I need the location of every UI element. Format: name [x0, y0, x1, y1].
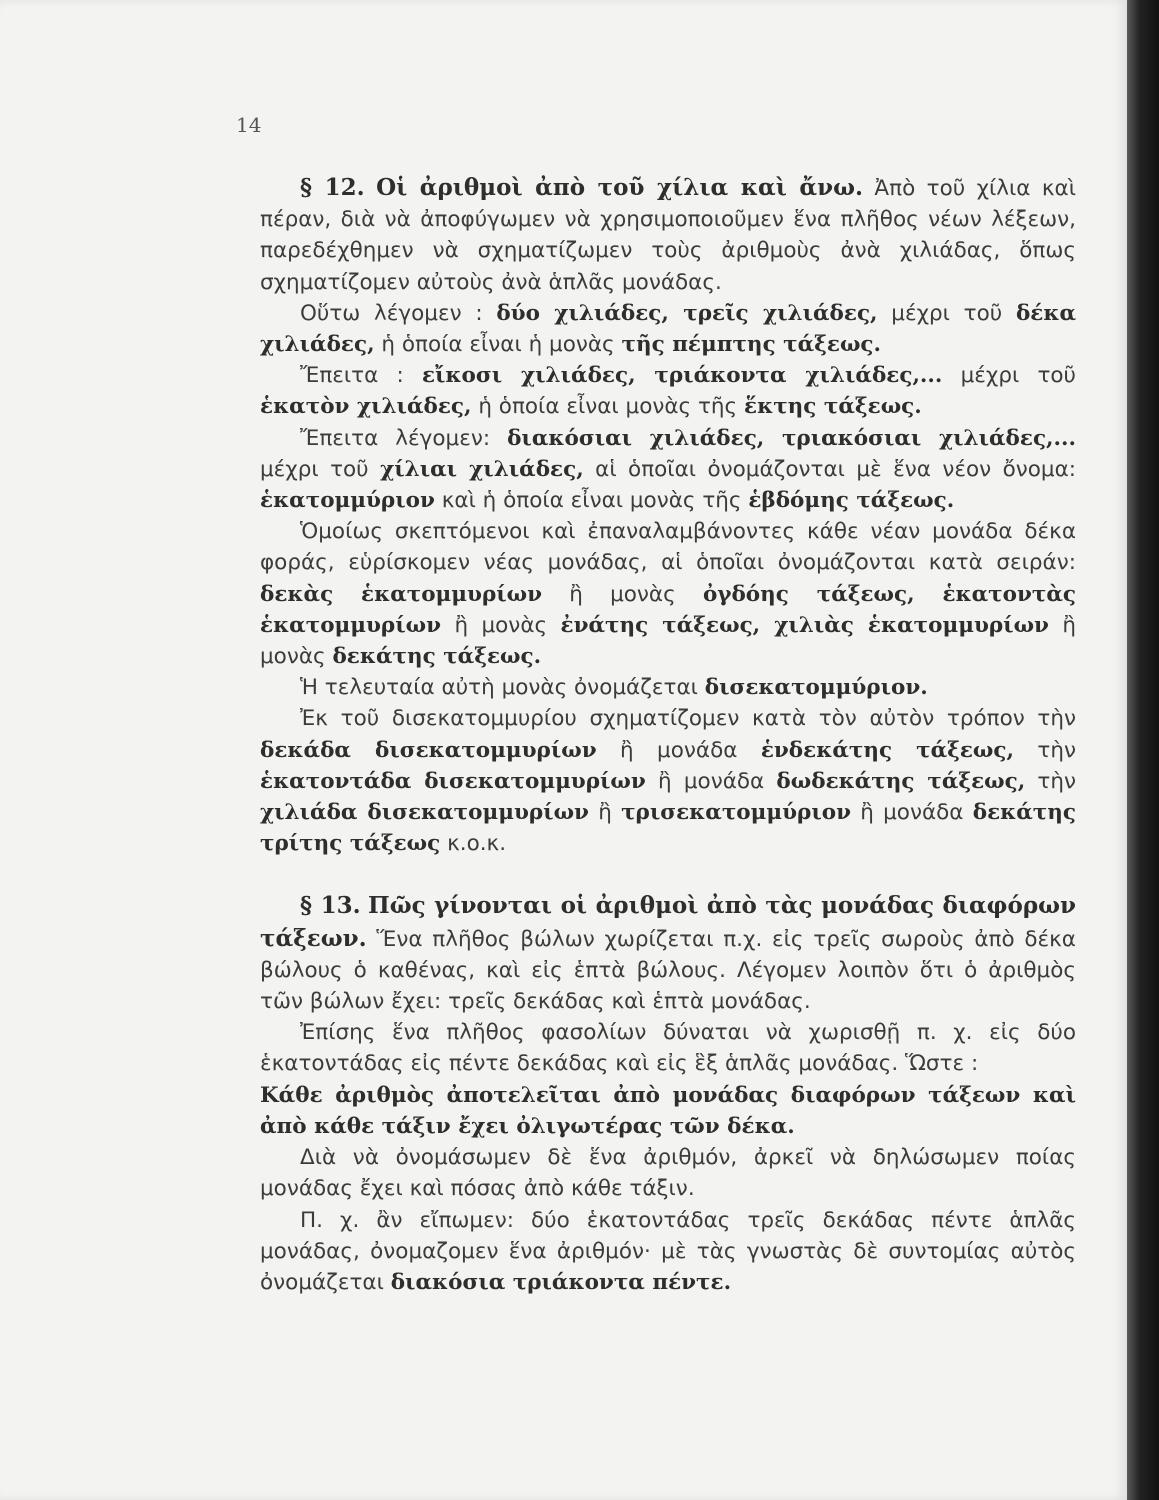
- text-run: Ἔπειτα λέγομεν:: [300, 425, 508, 451]
- bold-term: ἑκατομμύριον: [260, 488, 435, 514]
- bold-term: εἴκοσι χιλιάδες, τριάκοντα χιλιάδες,...: [421, 363, 943, 389]
- bold-term: δισεκατομμύριον.: [704, 675, 928, 701]
- section-12-intro: Ἀπὸ τοῦ χίλια καὶ πέραν, διὰ νὰ ἀποφύγωμεν νὰ χρησιμοποιοῦμεν ἕνα πλῆθος νέων λέξεων, παρεδέχθημεν νὰ σχηματίζωμεν τοὺς ἀριθμοὺς ἀνὰ χιλιάδας, ὅπως σχηματίζομεν αὐτοὺς ἀνὰ ἁπλᾶς μονάδας.: [260, 176, 1076, 295]
- bold-term: ὀγδόης τάξεως, ἑκατοντὰς ἑκατομμυρίων: [260, 581, 1077, 638]
- text-run: μέχρι τοῦ: [877, 300, 1016, 326]
- bold-term: ἕκτης τάξεως.: [744, 394, 922, 420]
- text-run: τὴν: [1025, 768, 1077, 794]
- section-13-intro: Ἕνα πλῆθος βώλων χωρίζεται π.χ. εἰς τρεῖς σωροὺς ἀπὸ δέκα βώλους ὁ καθένας, καὶ εἰς ἑπτὰ βώλους. Λέγομεν λοιπὸν ὅτι ὁ ἀριθμὸς τῶν βώλων ἔχει: τρεῖς δεκάδας καὶ ἑπτὰ μονάδας.: [260, 926, 1076, 1015]
- section-12-paragraph-5: [260, 516, 1076, 672]
- bold-term: δεκάτης τρίτης τάξεως: [260, 800, 1076, 857]
- bold-term: τῆς πέμπτης τάξεως.: [621, 332, 882, 358]
- page-text: [260, 172, 1076, 1298]
- text-run: ἢ: [588, 800, 622, 826]
- bold-rule: Κάθε ἀριθμὸς ἀποτελεῖται ἀπὸ μονάδας διαφόρων τάξεων καὶ ἀπὸ κάθε τάξιν ἔχει ὀλιγωτέρας τῶν δέκα.: [260, 1082, 1076, 1139]
- bold-term: ἑβδόμης τάξεως.: [748, 488, 955, 514]
- section-12-title: Οἱ ἀριθμοὶ ἀπὸ τοῦ χίλια καὶ ἄνω.: [376, 174, 863, 201]
- bold-term: δέκα χιλιάδες,: [260, 300, 1077, 358]
- text-run: ἢ μονάδα: [645, 768, 777, 794]
- text-run: ἢ μονὰς: [542, 581, 703, 607]
- text-run: μέχρι τοῦ: [942, 363, 1076, 389]
- section-12-number: § 12.: [300, 174, 365, 201]
- bold-term: δεκάδα δισεκατομμυρίων: [260, 737, 597, 763]
- bold-term: δύο χιλιάδες, τρεῖς χιλιάδες,: [496, 300, 878, 326]
- bold-term: δωδεκάτης τάξεως,: [776, 768, 1026, 794]
- bold-term: δεκάτης τάξεως.: [332, 644, 542, 670]
- bold-term: διακόσιαι χιλιάδες, τριακόσιαι χιλιάδες,...: [507, 425, 1076, 451]
- section-13-paragraph-2: Ἐπίσης ἕνα πλῆθος φασολίων δύναται νὰ χωρισθῇ π. χ. εἰς δύο ἑκατοντάδας εἰς πέντε δεκάδας καὶ εἰς ἓξ ἁπλᾶς μονάδας. Ὥστε :: [260, 1020, 1076, 1077]
- bold-term: ἑκατοντάδα δισεκατομμυρίων: [260, 768, 646, 794]
- text-run: Ἔπειτα :: [300, 363, 422, 389]
- text-run: Ἡ τελευταία αὐτὴ μονὰς ὀνομάζεται: [300, 675, 705, 701]
- bold-term: ἐνάτης τάξεως, χιλιὰς ἑκατομμυρίων: [560, 612, 1049, 638]
- section-13-number: § 13.: [300, 892, 361, 920]
- text-run: μέχρι τοῦ: [260, 456, 381, 482]
- section-13-paragraph-3: Διὰ νὰ ὀνομάσωμεν δὲ ἕνα ἀριθμόν, ἀρκεῖ νὰ δηλώσωμεν ποίας μονάδας ἔχει καὶ πόσας ἀπὸ κάθε τάξιν.: [260, 1145, 1076, 1202]
- section-12-paragraph-7: [260, 703, 1076, 859]
- text-run: αἱ ὁποῖαι ὀνομάζονται μὲ ἕνα νέον ὄνομα:: [583, 456, 1076, 482]
- text-run: ἡ ὁποία εἶναι ἡ μονὰς: [374, 332, 622, 358]
- section-12-paragraph-6: [260, 672, 1076, 703]
- section-12-paragraph-2: [260, 298, 1076, 360]
- text-run: ἢ μονάδα: [851, 800, 973, 826]
- text-run: Π. χ. ἂν εἴπωμεν: δύο ἑκατοντάδας τρεῖς δεκάδας πέντε ἁπλᾶς μονάδας, ὀνομαζομεν ἕνα ἀριθμόν· μὲ τὰς γνωστὰς δὲ συντομίας αὐτὸς ὀνομάζεται: [260, 1207, 1076, 1295]
- section-12-paragraph-3: [260, 360, 1076, 422]
- page-number: 14: [236, 113, 262, 137]
- text-run: καὶ ἡ ὁποία εἶναι μονὰς τῆς: [434, 488, 749, 514]
- bold-term: τρισεκατομμύριον: [621, 800, 852, 826]
- text-run: ἢ μονὰς: [441, 612, 561, 638]
- section-13-paragraph-1: [260, 890, 1076, 1017]
- bold-term: χιλιάδα δισεκατομμυρίων: [260, 800, 589, 826]
- section-13-paragraph-4: [260, 1205, 1076, 1299]
- book-spine: [1127, 0, 1159, 1500]
- text-run: ἡ ὁποία εἶναι μονὰς τῆς: [471, 394, 745, 420]
- text-run: Οὕτω λέγομεν :: [300, 300, 497, 326]
- section-12-paragraph-1: [260, 172, 1076, 298]
- section-13-title: Πῶς γίνονται οἱ ἀριθμοὶ ἀπὸ τὰς μονάδας διαφόρων τάξεων.: [260, 892, 1076, 952]
- bold-term: ἑκατὸν χιλιάδες,: [260, 394, 472, 420]
- section-12-paragraph-4: [260, 423, 1076, 517]
- text-run: ἢ μονάδα: [596, 737, 761, 763]
- text-run: Ὁμοίως σκεπτόμενοι καὶ ἐπαναλαμβάνοντες κάθε νέαν μονάδα δέκα φοράς, εὑρίσκομεν νέας μονάδας, αἱ ὁποῖαι ὀνομάζονται κατὰ σειράν:: [260, 519, 1076, 576]
- bold-term: χίλιαι χιλιάδες,: [380, 456, 584, 482]
- bold-term: δεκὰς ἑκατομμυρίων: [260, 581, 543, 607]
- bold-term: ἑνδεκάτης τάξεως,: [760, 737, 1014, 763]
- text-run: τὴν: [1013, 737, 1076, 763]
- text-run: κ.ο.κ.: [440, 831, 507, 857]
- section-13-rule: [260, 1080, 1076, 1142]
- bold-term: διακόσια τριάκοντα πέντε.: [390, 1269, 732, 1295]
- text-run: Ἐκ τοῦ δισεκατομμυρίου σχηματίζομεν κατὰ τὸν αὐτὸν τρόπον τὴν: [300, 706, 1076, 732]
- text-run: ἢ μονὰς: [260, 612, 1077, 670]
